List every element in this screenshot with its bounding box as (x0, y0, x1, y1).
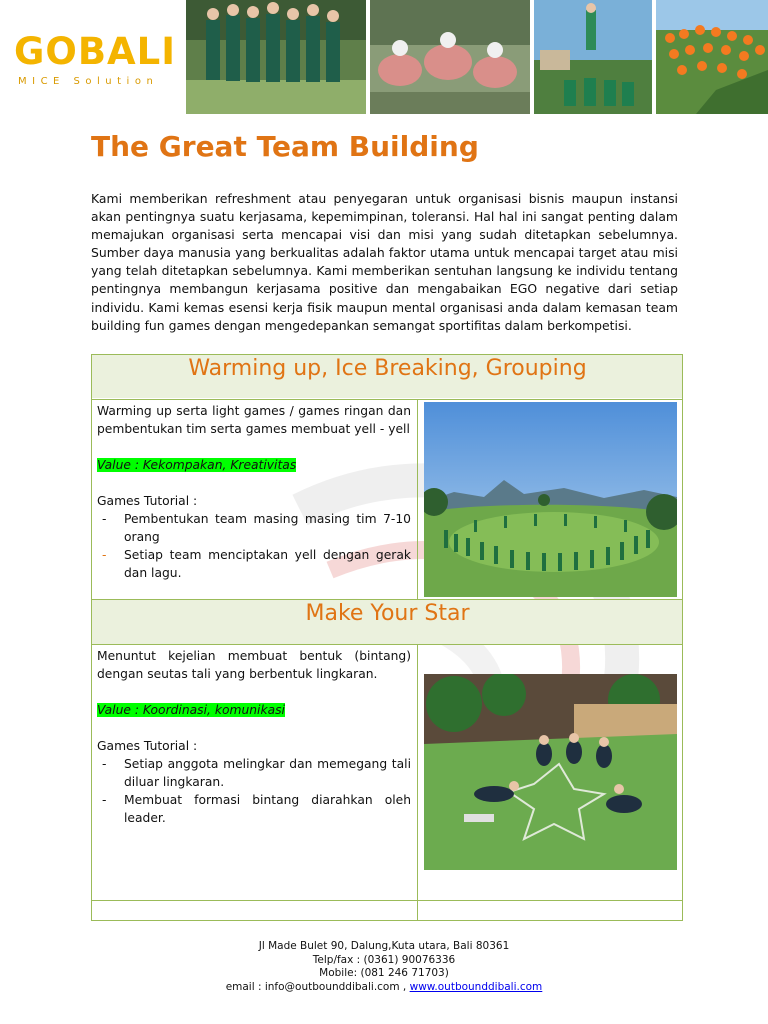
section-2-value: Value : Koordinasi, komunikasi (97, 703, 285, 717)
logo-subtitle: MICE Solution (18, 76, 159, 87)
footer-address: Jl Made Bulet 90, Dalung,Kuta utara, Bali 80361 (258, 940, 510, 952)
step-text: Setiap team menciptakan yell dengan gerak dan lagu. (124, 548, 411, 580)
footer-email-line (0, 981, 768, 995)
logo-name: GOBALI (14, 30, 177, 73)
section-1-value: Value : Kekompakan, Kreativitas (97, 458, 297, 472)
website-link[interactable]: www.outbounddibali.com (409, 980, 543, 993)
section-2-steps (97, 755, 411, 827)
footer-phone: Telp/fax : (0361) 90076336 (312, 953, 456, 966)
section-2-description: Menuntut kejelian membuat bentuk (bintang) dengan seutas tali yang berbentuk lingkaran. (97, 649, 411, 681)
list-item: - Pembentukan team masing masing tim 7-10 orang (102, 512, 411, 544)
section-1-heading: Warming up, Ice Breaking, Grouping (188, 356, 587, 381)
header-photo-4 (656, 0, 768, 114)
intro-paragraph: Kami memberikan refreshment atau penyegaran untuk organisasi bisnis maupun instansi akan pentingnya suatu kerjasama, kepemimpinan, toleransi. Hal hal ini sangat penting dalam memajukan organisasi serta mencapai visi dan misi yang sudah ditetapkan sebelumnya. Sumber daya manusia yang berkualitas adalah faktor utama untuk mencapai target atau misi yang telah ditetapkan sebelumnya. Kami memberikan sentuhan langsung ke individu tentang pentingnya membangun kerjasama positive dan mengabaikan EGO negative dari setiap individu. Kami kemas esensi kerja fisik maupun mental organisasi anda dalam kemasan team building fun games dengan mengedepankan semangat sportifitas dalam berkompetisi. (91, 191, 678, 333)
section-1-content (97, 402, 411, 582)
section-2-content (97, 647, 411, 827)
section-1-description: Warming up serta light games / games ringan dan pembentukan tim serta games membuat yell - yell (97, 404, 411, 436)
make-your-star-photo (424, 674, 677, 870)
list-item: - Setiap team menciptakan yell dengan gerak dan lagu. (102, 548, 411, 580)
section-2-heading: Make Your Star (305, 601, 470, 626)
list-item: - Setiap anggota melingkar dan memegang tali diluar lingkaran. (102, 757, 411, 789)
footer-contact (0, 940, 768, 994)
step-text: Pembentukan team masing masing tim 7-10 orang (124, 512, 411, 544)
warming-up-photo (424, 402, 677, 597)
page-title: The Great Team Building (91, 130, 479, 163)
section-1-tutorial-label: Games Tutorial : (97, 494, 198, 508)
header-photo-2 (370, 0, 530, 114)
header-photo-1 (186, 0, 366, 114)
step-text: Setiap anggota melingkar dan memegang tali diluar lingkaran. (124, 757, 411, 789)
footer-email: email : info@outbounddibali.com , (225, 980, 407, 993)
footer-mobile: Mobile: (081 246 71703) (319, 967, 449, 980)
list-item: - Membuat formasi bintang diarahkan oleh leader. (102, 793, 411, 825)
header-photo-strip (186, 0, 768, 114)
section-1-steps (97, 510, 411, 582)
company-logo (14, 30, 177, 92)
step-text: Membuat formasi bintang diarahkan oleh leader. (124, 793, 411, 825)
header-photo-3 (534, 0, 652, 114)
section-2-tutorial-label: Games Tutorial : (97, 739, 198, 753)
